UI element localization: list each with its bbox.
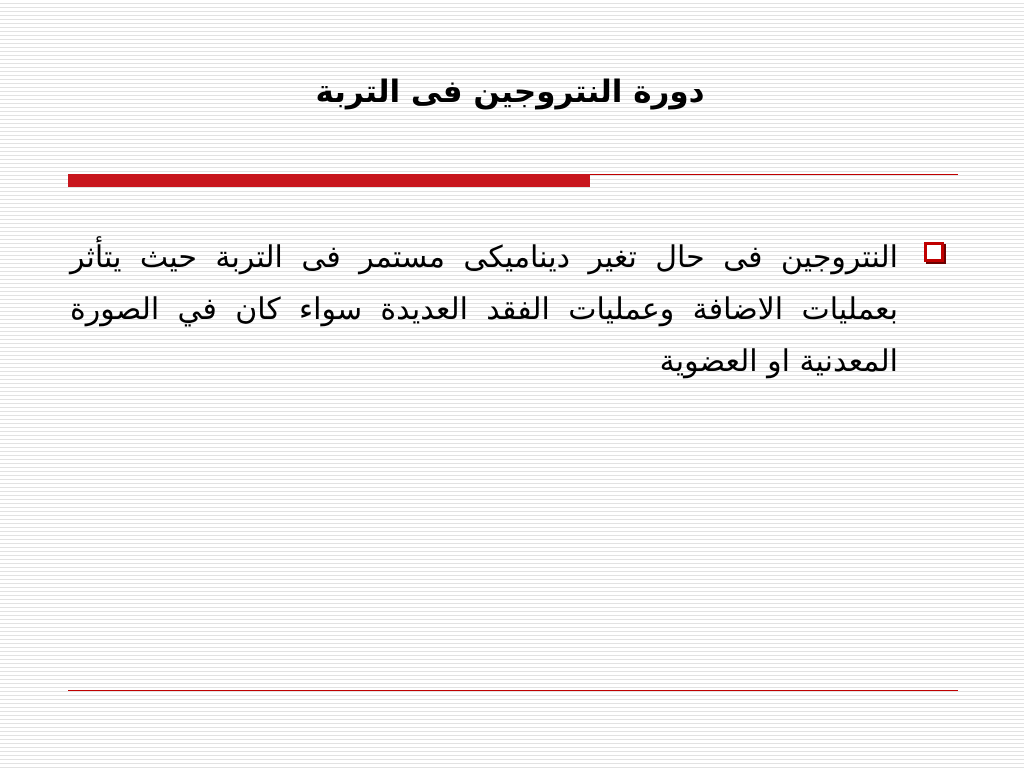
slide-title: دورة النتروجين فى التربة [315, 74, 705, 110]
slide-content [70, 232, 950, 388]
bullet-text: النتروجين فى حال تغير ديناميكى مستمر فى التربة حيث يتأثر بعمليات الاضافة وعمليات الفقد العديدة سواء كان في الصورة المعدنية او العضوية [70, 240, 898, 379]
bullet-item [70, 232, 950, 388]
square-bullet-icon [924, 242, 944, 262]
footer-divider-line [68, 690, 958, 691]
title-accent-bar [68, 174, 590, 187]
